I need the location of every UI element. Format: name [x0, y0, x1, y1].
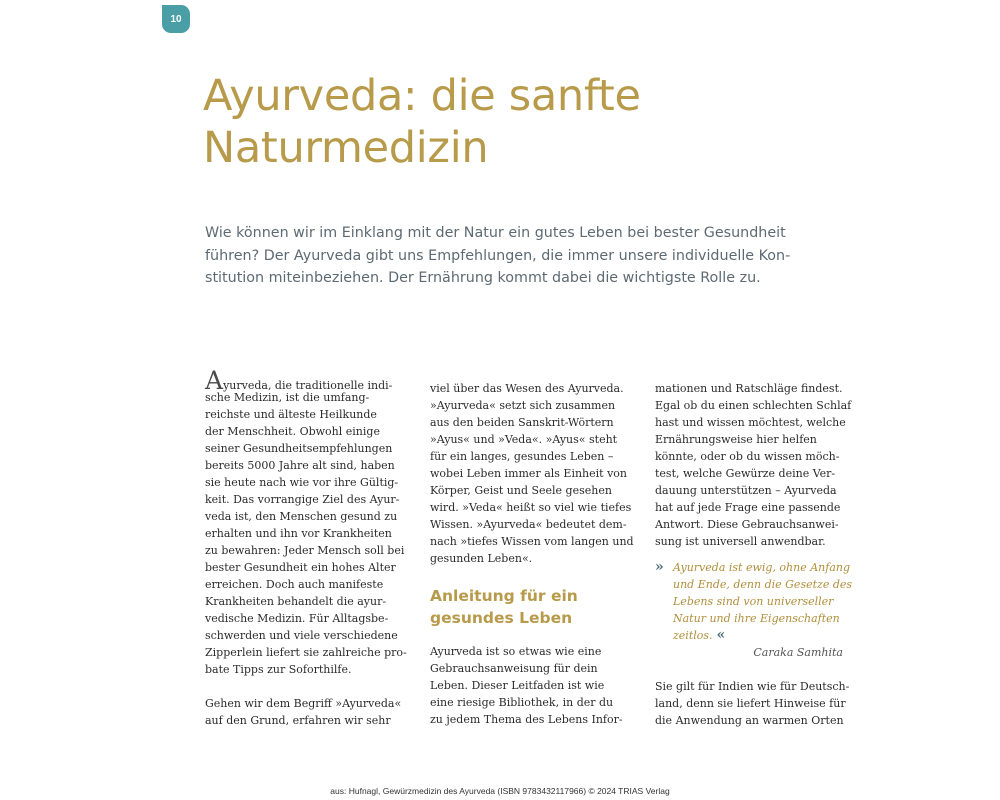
body-line: wobei Leben immer als Einheit von	[430, 467, 627, 480]
body-line: nach »tiefes Wissen vom langen und	[430, 535, 634, 548]
text-column-3	[655, 380, 860, 729]
body-line: schwerden und viele verschiedene	[205, 629, 398, 642]
body-line: Gebrauchsanweisung für dein	[430, 662, 598, 675]
body-line: »Ayurveda« setzt sich zusammen	[430, 399, 616, 412]
body-line: Egal ob du einen schlechten Schlaf	[655, 399, 852, 412]
body-line: land, denn sie liefert Hinweise für	[655, 697, 846, 710]
paragraph-gap	[205, 678, 410, 695]
source-footer: aus: Hufnagl, Gewürzmedizin des Ayurveda (ISBN 9783432117966) © 2024 TRIAS Verlag	[330, 786, 670, 796]
body-line: eine riesige Bibliothek, in der du	[430, 696, 614, 709]
body-line: Körper, Geist und Seele gesehen	[430, 484, 612, 497]
page-title	[203, 70, 763, 174]
body-line: zu jedem Thema des Lebens Infor-	[430, 713, 623, 726]
quote-line-text: zeitlos.	[673, 629, 713, 642]
body-line: test, welche Gewürze deine Ver-	[655, 467, 836, 480]
body-line: Antwort. Diese Gebrauchsanwei-	[655, 518, 839, 531]
intro-paragraph	[205, 222, 805, 290]
body-line-text: yurveda, die traditionelle indi-	[223, 379, 393, 392]
body-line: vedische Medizin. Für Alltagsbe-	[205, 612, 389, 625]
quote-line: Natur und ihre Eigenschaften	[673, 612, 840, 625]
body-line: erhalten und ihn vor Krankheiten	[205, 527, 392, 540]
body-line: aus den beiden Sanskrit-Wörtern	[430, 416, 614, 429]
quote-line-text: Ayurveda ist ewig, ohne Anfang	[673, 561, 851, 574]
quote-line	[655, 627, 860, 644]
pull-quote	[655, 559, 860, 644]
body-line: sung ist universell anwendbar.	[655, 535, 826, 548]
body-line: mationen und Ratschläge findest.	[655, 382, 843, 395]
body-line: Krankheiten behandelt die ayur-	[205, 595, 387, 608]
body-line: sche Medizin, ist die umfang-	[205, 391, 370, 404]
body-line: Sie gilt für Indien wie für Deutsch-	[655, 680, 850, 693]
page-number-badge: 10	[162, 5, 190, 33]
section-subheading	[430, 585, 635, 629]
body-line: »Ayus« und »Veda«. »Ayus« steht	[430, 433, 618, 446]
body-line: Leben. Dieser Leitfaden ist wie	[430, 679, 605, 692]
body-line: veda ist, den Menschen gesund zu	[205, 510, 398, 523]
body-line: Ernährungsweise hier helfen	[655, 433, 817, 446]
title-line: Naturmedizin	[203, 123, 489, 173]
intro-line: stitution miteinbeziehen. Der Ernährung kommt dabei die wichtigste Rolle zu.	[205, 270, 761, 286]
body-line: hat auf jede Frage eine passende	[655, 501, 841, 514]
quote-line: und Ende, denn die Gesetze des	[673, 578, 853, 591]
title-line: Ayurveda: die sanfte	[203, 71, 641, 121]
quote-close-mark: «	[716, 627, 726, 643]
body-line: reichste und älteste Heilkunde	[205, 408, 377, 421]
body-line: seiner Gesundheitsempfehlungen	[205, 442, 393, 455]
quote-author: Caraka Samhita	[753, 646, 843, 659]
quote-line: Lebens sind von universeller	[673, 595, 834, 608]
body-line: keit. Das vorrangige Ziel des Ayur-	[205, 493, 400, 506]
text-column-1	[205, 366, 410, 729]
intro-line: Wie können wir im Einklang mit der Natur ein gutes Leben bei bester Gesundheit	[205, 225, 786, 241]
body-line: die Anwendung an warmen Orten	[655, 714, 844, 727]
body-line: hast und wissen möchtest, welche	[655, 416, 846, 429]
body-line: Ayurveda ist so etwas wie eine	[430, 645, 602, 658]
body-line: gesunden Leben«.	[430, 552, 533, 565]
body-line: Zipperlein liefert sie zahlreiche pro-	[205, 646, 407, 659]
body-line: Wissen. »Ayurveda« bedeutet dem-	[430, 518, 627, 531]
body-line	[205, 366, 410, 395]
drop-cap: A	[205, 366, 224, 395]
subheading-line: gesundes Leben	[430, 609, 573, 627]
body-line: sie heute nach wie vor ihre Gültig-	[205, 476, 399, 489]
body-line: erreichen. Doch auch manifeste	[205, 578, 384, 591]
intro-line: führen? Der Ayurveda gibt uns Empfehlungen, die immer unsere individuelle Kon-	[205, 247, 791, 264]
body-line: viel über das Wesen des Ayurveda.	[430, 382, 624, 395]
body-line: dauung unterstützen – Ayurveda	[655, 484, 837, 497]
body-line: auf den Grund, erfahren wir sehr	[205, 714, 391, 727]
text-column-2	[430, 380, 635, 728]
body-line: bester Gesundheit ein hohes Alter	[205, 561, 396, 574]
quote-open-mark: »	[655, 559, 664, 575]
body-line: bereits 5000 Jahre alt sind, haben	[205, 459, 395, 472]
body-line: Gehen wir dem Begriff »Ayurveda«	[205, 697, 402, 710]
body-line: bate Tipps zur Soforthilfe.	[205, 663, 352, 676]
body-line: zu bewahren: Jeder Mensch soll bei	[205, 544, 405, 557]
body-line: könnte, oder ob du wissen möch-	[655, 450, 840, 463]
body-line: wird. »Veda« heißt so viel wie tiefes	[430, 501, 632, 514]
quote-line	[655, 559, 860, 576]
body-line: für ein langes, gesundes Leben –	[430, 450, 614, 463]
body-line: der Menschheit. Obwohl einige	[205, 425, 380, 438]
subheading-line: Anleitung für ein	[430, 587, 578, 605]
